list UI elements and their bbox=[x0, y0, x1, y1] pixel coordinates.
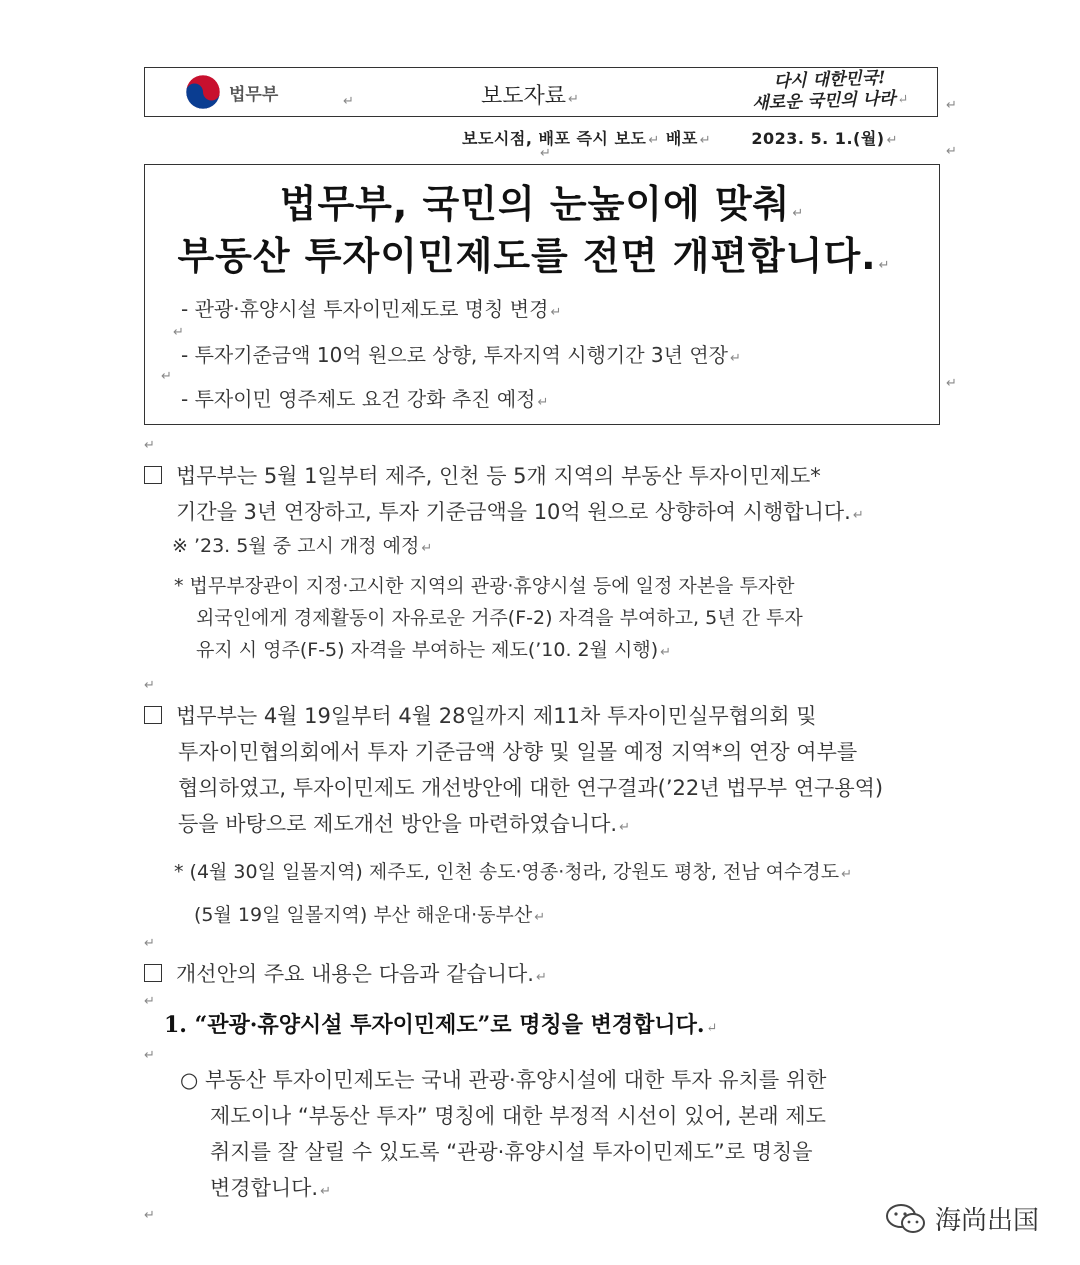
paragraph-line: 등을 바탕으로 제도개선 방안을 마련하였습니다. ↵ bbox=[178, 812, 631, 836]
paragraph-line: 법무부는 5월 1일부터 제주, 인천 등 5개 지역의 부동산 투자이민제도* bbox=[144, 458, 864, 494]
checkbox-bullet bbox=[144, 466, 162, 484]
watermark-text: 海尚出国 bbox=[935, 1206, 1040, 1236]
return-mark: ↵ bbox=[161, 369, 172, 384]
footnote-line: 유지 시 영주(F-5) 자격을 부여하는 제도(’10. 2월 시행) ↵ bbox=[196, 639, 672, 661]
section-1-title: 1. “관광·휴양시설 투자이민제도”로 명칭을 변경합니다. ↵ bbox=[164, 1012, 718, 1038]
subpoint: - 투자이민 영주제도 요건 강화 추진 예정 ↵ bbox=[181, 387, 549, 411]
return-mark: ↵ bbox=[144, 1208, 155, 1223]
paragraph-line: 제도이나 “부동산 투자” 명칭에 대한 부정적 시선이 있어, 본래 제도 bbox=[210, 1104, 826, 1128]
release-distribution: 배포 bbox=[665, 129, 698, 148]
footnote-line: * (4월 30일 일몰지역) 제주도, 인천 송도·영종·청라, 강원도 평창, 전남 여수경도 ↵ bbox=[174, 861, 853, 883]
schedule-note: ※ ’23. 5월 중 고시 개정 예정 ↵ bbox=[172, 535, 433, 557]
return-mark: ↵ bbox=[343, 94, 354, 109]
headline-line1: 법무부, 국민의 눈높이에 맞춰 ↵ bbox=[279, 182, 805, 226]
headline-box bbox=[144, 164, 940, 425]
paragraph-line: ○ 부동산 투자이민제도는 국내 관광·휴양시설에 대한 투자 유치를 위한 bbox=[180, 1068, 827, 1092]
release-label: 보도시점 bbox=[462, 129, 526, 148]
return-mark: ↵ bbox=[946, 376, 957, 391]
release-timing: 배포 즉시 보도 bbox=[538, 129, 647, 148]
return-mark: ↵ bbox=[144, 438, 155, 453]
return-mark: ↵ bbox=[946, 98, 957, 113]
headline-line2: 부동산 투자이민제도를 전면 개편합니다. ↵ bbox=[177, 234, 891, 278]
paragraph-line: 투자이민협의회에서 투자 기준금액 상향 및 일몰 예정 지역*의 연장 여부를 bbox=[178, 740, 858, 764]
release-date: 2023. 5. 1.(월) bbox=[751, 129, 885, 148]
paragraph-1 bbox=[144, 458, 864, 534]
paragraph-3: 개선안의 주요 내용은 다음과 같습니다. ↵ bbox=[144, 956, 547, 996]
press-release-title: 보도자료 ↵ bbox=[481, 84, 579, 109]
paragraph-line: 법무부는 4월 19일부터 4월 28일까지 제11차 투자이민실무협의회 및 bbox=[144, 698, 883, 734]
footnote-line: * 법무부장관이 지정·고시한 지역의 관광·휴양시설 등에 일정 자본을 투자한 bbox=[174, 575, 795, 597]
paragraph-line: 기간을 3년 연장하고, 투자 기준금액을 10억 원으로 상향하여 시행합니다. ↵ bbox=[176, 500, 864, 524]
paragraph-2 bbox=[144, 698, 883, 846]
slogan-line1: 다시 대한민국! bbox=[773, 68, 886, 92]
checkbox-bullet bbox=[144, 706, 162, 724]
bullet-paragraph bbox=[180, 1062, 826, 1210]
slogan bbox=[729, 67, 930, 117]
wechat-watermark bbox=[885, 1200, 1039, 1237]
footnote-2 bbox=[174, 852, 852, 938]
taegeuk-icon bbox=[185, 74, 221, 110]
header-box bbox=[144, 67, 938, 117]
paragraph-line: 변경합니다. ↵ bbox=[210, 1176, 332, 1200]
subpoint: - 관광·휴양시설 투자이민제도로 명칭 변경 ↵ bbox=[181, 297, 562, 321]
return-mark: ↵ bbox=[946, 144, 957, 159]
footnote-1 bbox=[174, 570, 803, 669]
return-mark: ↵ bbox=[144, 994, 155, 1009]
return-mark: ↵ bbox=[144, 936, 155, 951]
paragraph-line: 협의하였고, 투자이민제도 개선방안에 대한 연구결과(’22년 법무부 연구용역) bbox=[178, 776, 884, 800]
wechat-icon bbox=[885, 1203, 927, 1235]
paragraph-line: 취지를 잘 살릴 수 있도록 “관광·휴양시설 투자이민제도”로 명칭을 bbox=[210, 1140, 813, 1164]
slogan-line2: 새로운 국민의 나라↵ bbox=[751, 88, 909, 114]
release-info: 보도시점, 배포 즉시 보도 ↵ 배포 ↵ 2023. 5. 1.(월) ↵ bbox=[462, 129, 899, 148]
return-mark: ↵ bbox=[144, 1048, 155, 1063]
checkbox-bullet bbox=[144, 964, 162, 982]
footnote-line: (5월 19일 일몰지역) 부산 해운대·동부산 ↵ bbox=[194, 904, 546, 926]
footnote-line: 외국인에게 경제활동이 자유로운 거주(F-2) 자격을 부여하고, 5년 간 투자 bbox=[196, 607, 803, 629]
return-mark: ↵ bbox=[144, 678, 155, 693]
ministry-logo bbox=[185, 74, 278, 110]
subpoint: - 투자기준금액 10억 원으로 상향, 투자지역 시행기간 3년 연장 ↵ bbox=[181, 343, 741, 367]
return-mark: ↵ bbox=[173, 325, 184, 340]
logo-text: 법무부 bbox=[229, 84, 279, 105]
return-mark: ↵ bbox=[540, 146, 551, 161]
